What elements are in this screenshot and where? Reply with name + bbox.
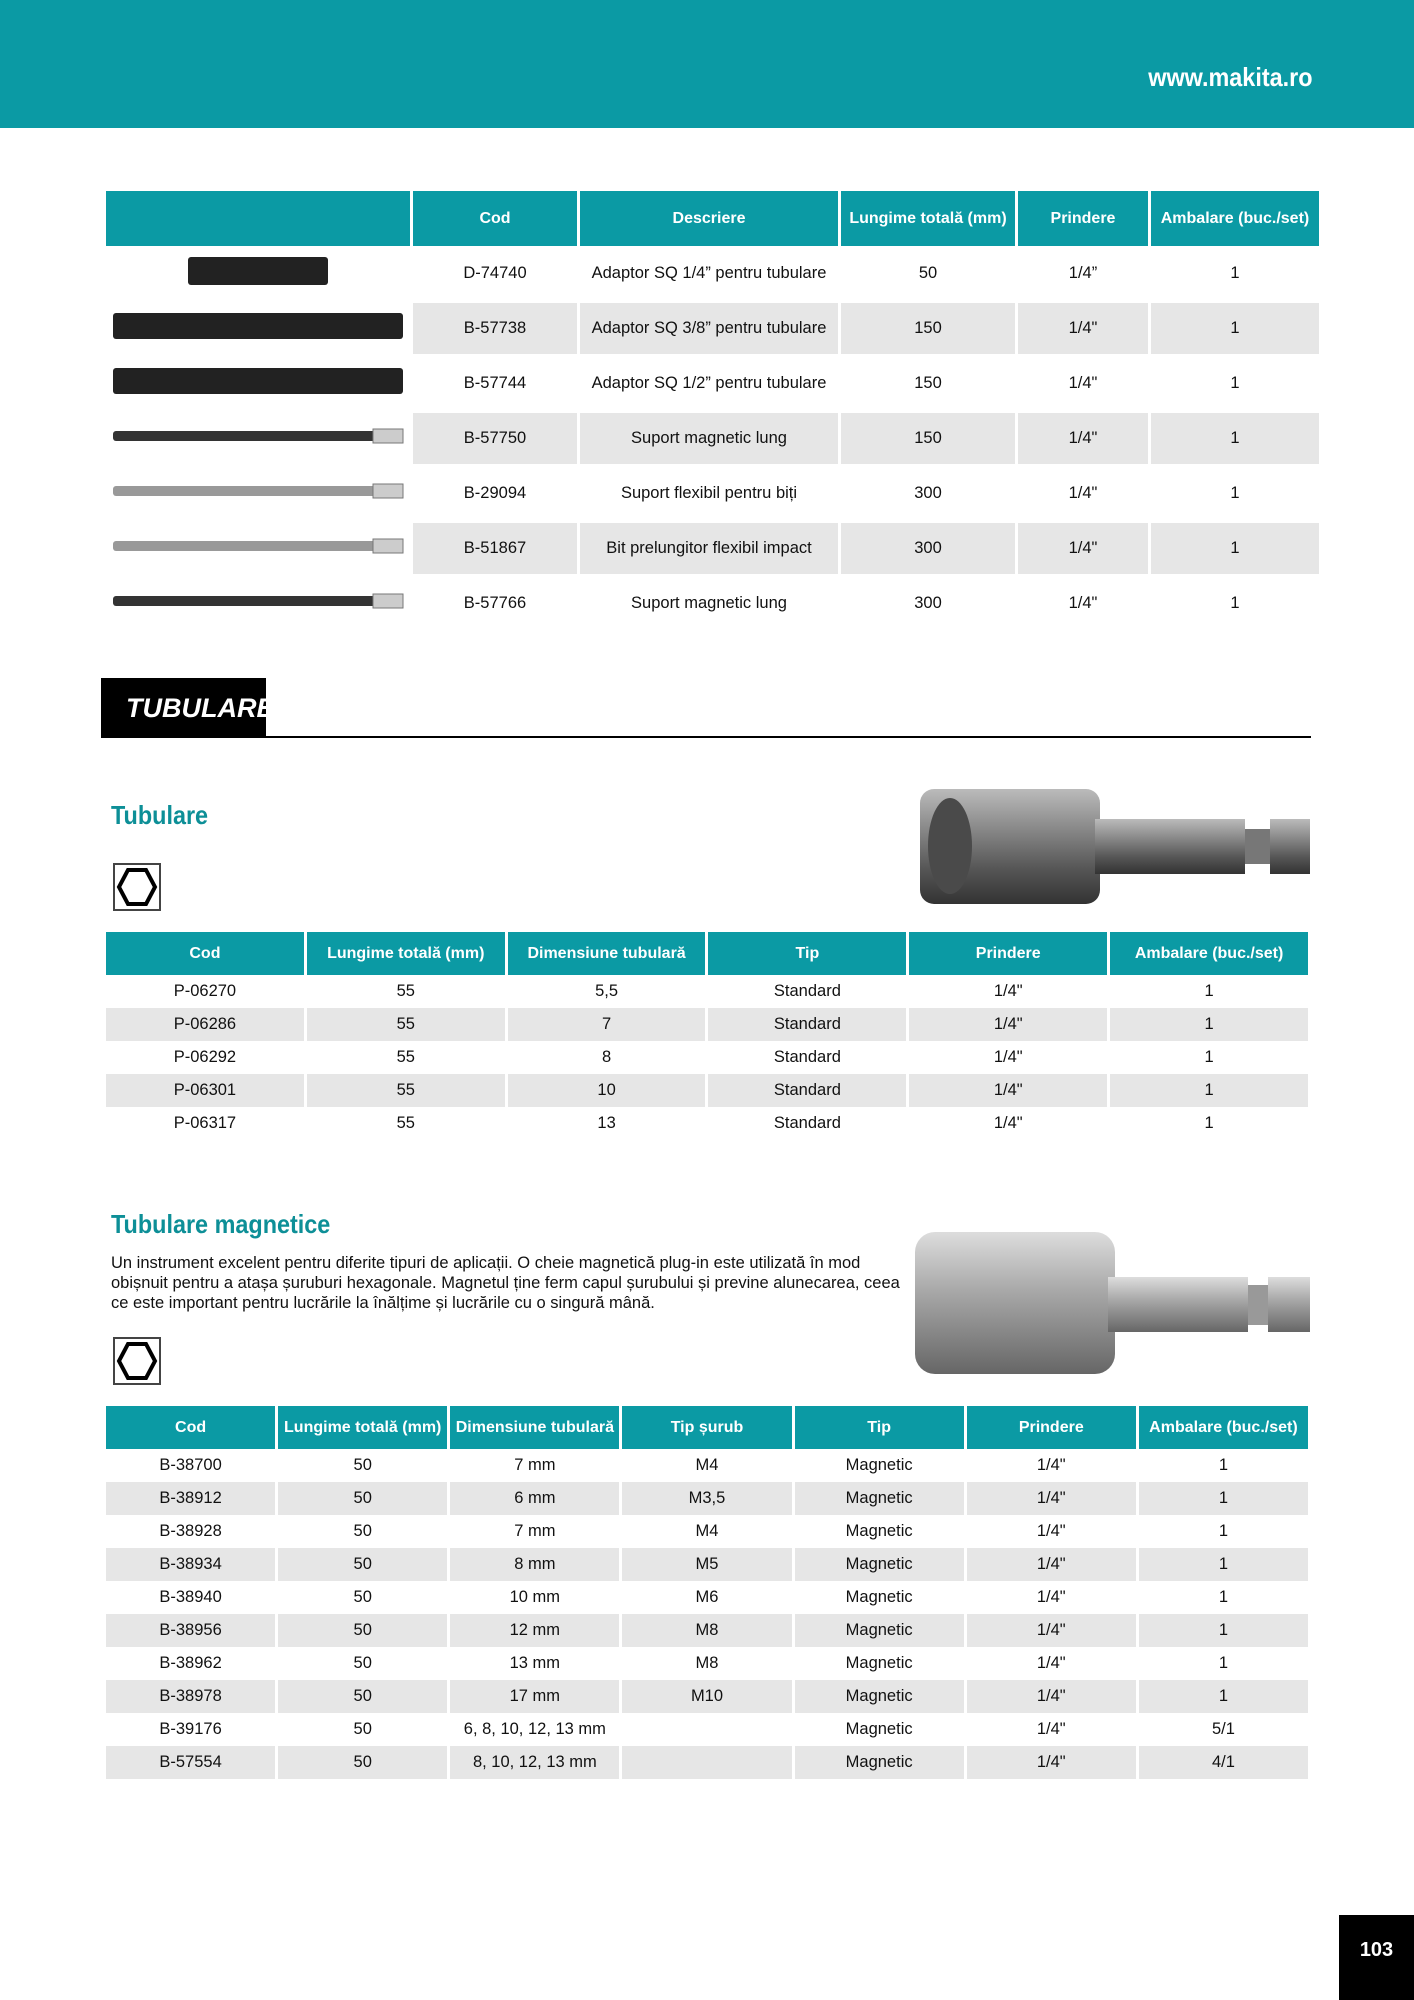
product-thumbnail <box>106 356 410 411</box>
table-cell: Magnetic <box>845 1720 913 1738</box>
table-cell: 1/4" <box>1018 301 1148 356</box>
table-cell: 1/4" <box>967 1548 1136 1581</box>
table-cell: 1 <box>1218 1654 1229 1672</box>
product-thumbnail <box>106 301 410 356</box>
column-header: Cod <box>106 1406 275 1449</box>
table-cell: M4 <box>695 1456 719 1474</box>
table-cell: 55 <box>307 1074 505 1107</box>
table-row <box>106 1713 1308 1746</box>
table-cell: 50 <box>278 1548 447 1581</box>
table-cell: 1 <box>1151 411 1319 466</box>
table-cell: 1/4" <box>993 982 1023 1000</box>
table-cell: 1/4" <box>1036 1456 1066 1474</box>
table-cell: 13 mm <box>509 1654 561 1672</box>
product-thumbnail <box>106 576 410 631</box>
hex-socket-icon <box>113 1337 161 1385</box>
table-cell: 1/4" <box>967 1482 1136 1515</box>
table-cell: P-06286 <box>106 1008 304 1041</box>
table-cell: P-06292 <box>173 1048 237 1066</box>
table-cell: 1/4" <box>1036 1720 1066 1738</box>
accessories-table <box>103 191 1322 631</box>
table-cell: 150 <box>841 356 1015 411</box>
table-cell: 7 <box>508 1008 706 1041</box>
table-cell: P-06317 <box>173 1114 237 1132</box>
column-header <box>106 191 410 246</box>
table-cell: Magnetic <box>795 1614 964 1647</box>
table-cell: 1 <box>1151 356 1319 411</box>
table-cell: B-38928 <box>159 1522 222 1540</box>
table-cell: 1/4" <box>1018 411 1148 466</box>
table-cell: Suport magnetic lung <box>580 411 838 466</box>
table-cell: 50 <box>353 1654 372 1672</box>
table-cell: M3,5 <box>622 1482 791 1515</box>
table-cell: 7 mm <box>514 1456 556 1474</box>
column-header: Lungime totală (mm) <box>278 1406 447 1449</box>
section-title-banner: TUBULARE <box>101 678 266 738</box>
table-cell: 150 <box>841 411 1015 466</box>
table-row <box>106 1746 1308 1779</box>
table-cell: 1 <box>1151 466 1319 521</box>
hex-socket-icon <box>113 863 161 911</box>
table-cell: 55 <box>396 1048 415 1066</box>
table-cell: P-06270 <box>173 982 237 1000</box>
table-cell: 50 <box>841 246 1015 301</box>
table-cell: Adaptor SQ 1/2” pentru tubulare <box>580 356 838 411</box>
table-cell: B-57738 <box>413 301 577 356</box>
table-cell: B-29094 <box>413 466 577 521</box>
table-cell: Standard <box>708 1008 906 1041</box>
table-cell: M10 <box>622 1680 791 1713</box>
table-row <box>106 301 1319 356</box>
table-cell: 1 <box>1218 1588 1229 1606</box>
table-cell: 150 <box>841 301 1015 356</box>
table-cell: P-06301 <box>106 1074 304 1107</box>
column-header: Lungime totală (mm) <box>841 191 1015 246</box>
table-cell: 1 <box>1151 521 1319 576</box>
column-header: Ambalare (buc./set) <box>1139 1406 1308 1449</box>
table-cell: Magnetic <box>845 1522 913 1540</box>
table-row <box>106 975 1308 1008</box>
product-thumbnail <box>106 411 410 466</box>
table-cell: 50 <box>353 1720 372 1738</box>
column-header: Cod <box>106 932 304 975</box>
table-cell: B-38978 <box>106 1680 275 1713</box>
column-header: Tip <box>795 1406 964 1449</box>
table-cell: 1 <box>1139 1614 1308 1647</box>
table-cell: B-38912 <box>106 1482 275 1515</box>
table-cell: Standard <box>773 1114 841 1132</box>
table-row <box>106 1548 1308 1581</box>
table-cell <box>622 1713 791 1746</box>
table-cell: 300 <box>841 576 1015 631</box>
table-cell: 50 <box>278 1746 447 1779</box>
table-cell: 1 <box>1218 1456 1229 1474</box>
column-header: Prindere <box>909 932 1107 975</box>
table-row <box>106 1614 1308 1647</box>
table-cell: 1 <box>1204 1114 1214 1132</box>
table-cell: Standard <box>773 982 841 1000</box>
table-cell: 1/4" <box>967 1746 1136 1779</box>
table-row <box>106 411 1319 466</box>
table-row <box>106 1041 1308 1074</box>
table-cell: M5 <box>622 1548 791 1581</box>
table-row <box>106 1581 1308 1614</box>
table-cell: B-57766 <box>413 576 577 631</box>
table-cell: 8, 10, 12, 13 mm <box>450 1746 619 1779</box>
table-cell: 8 mm <box>450 1548 619 1581</box>
table-cell: Magnetic <box>795 1746 964 1779</box>
tubulare-heading: Tubulare <box>111 800 209 830</box>
table-cell: 300 <box>841 521 1015 576</box>
table-cell: B-57750 <box>413 411 577 466</box>
page-number: 103 <box>1339 1915 1414 2000</box>
table-row <box>106 1449 1308 1482</box>
table-cell: 1 <box>1110 1074 1308 1107</box>
table-cell: 12 mm <box>450 1614 619 1647</box>
column-header: Lungime totală (mm) <box>307 932 505 975</box>
table-cell: B-38962 <box>159 1654 222 1672</box>
magnetice-table <box>103 1406 1311 1779</box>
table-cell: 1 <box>1139 1548 1308 1581</box>
table-cell <box>622 1746 791 1779</box>
table-cell: 1 <box>1151 576 1319 631</box>
table-cell: 1 <box>1204 1048 1214 1066</box>
table-cell: B-38700 <box>159 1456 222 1474</box>
table-cell: Magnetic <box>845 1456 913 1474</box>
table-cell: 8 <box>601 1048 612 1066</box>
socket-product-image <box>915 784 1315 909</box>
table-cell: Adaptor SQ 3/8” pentru tubulare <box>580 301 838 356</box>
table-cell: 1/4" <box>1036 1654 1066 1672</box>
table-cell: B-38934 <box>106 1548 275 1581</box>
table-cell: 1 <box>1139 1482 1308 1515</box>
table-cell: B-39176 <box>159 1720 222 1738</box>
table-row <box>106 1482 1308 1515</box>
table-cell: Magnetic <box>795 1548 964 1581</box>
table-cell: 1/4" <box>993 1048 1023 1066</box>
product-thumbnail <box>106 466 410 521</box>
column-header: Cod <box>413 191 577 246</box>
column-header: Tip șurub <box>622 1406 791 1449</box>
product-thumbnail <box>106 521 410 576</box>
table-cell: 1/4" <box>909 1008 1107 1041</box>
table-cell: 1 <box>1204 982 1214 1000</box>
table-cell: B-57554 <box>106 1746 275 1779</box>
table-cell: M4 <box>695 1522 719 1540</box>
table-cell: 6 mm <box>450 1482 619 1515</box>
table-cell: 50 <box>353 1588 372 1606</box>
section-divider <box>101 736 1311 738</box>
table-cell: 1/4" <box>1036 1588 1066 1606</box>
table-cell: 1/4" <box>993 1114 1023 1132</box>
table-cell: 1 <box>1151 246 1319 301</box>
table-cell: Magnetic <box>845 1588 913 1606</box>
table-cell: M6 <box>695 1588 719 1606</box>
tubulare-magnetice-heading: Tubulare magnetice <box>111 1209 331 1239</box>
table-row <box>106 1647 1308 1680</box>
table-cell: 6, 8, 10, 12, 13 mm <box>463 1720 606 1738</box>
table-cell: Magnetic <box>845 1654 913 1672</box>
table-cell: 5/1 <box>1211 1720 1235 1738</box>
column-header: Ambalare (buc./set) <box>1110 932 1308 975</box>
website-url[interactable]: www.makita.ro <box>1148 62 1313 92</box>
column-header: Ambalare (buc./set) <box>1151 191 1319 246</box>
table-cell: 1 <box>1139 1680 1308 1713</box>
column-header: Tip <box>708 932 906 975</box>
magnetice-description: Un instrument excelent pentru diferite tipuri de aplicații. O cheie magnetică plug-in este utilizată în mod obișnuit pentru a atașa șuruburi hexagonale. Magnetul ține ferm capul șurubului și previne alunecarea, ceea ce este important pentru lucrările la înălțime și lucrările cu o singură mână. <box>111 1254 900 1312</box>
table-cell: 55 <box>396 982 415 1000</box>
table-cell: Magnetic <box>795 1680 964 1713</box>
table-cell: Standard <box>708 1074 906 1107</box>
table-cell: 1/4" <box>909 1074 1107 1107</box>
table-cell: 55 <box>396 1114 415 1132</box>
table-cell: 7 mm <box>514 1522 556 1540</box>
table-row <box>106 1515 1308 1548</box>
table-cell: 55 <box>307 1008 505 1041</box>
column-header: Dimensiune tubulară <box>508 932 706 975</box>
table-row <box>106 1107 1308 1140</box>
table-row <box>106 1680 1308 1713</box>
table-cell: M8 <box>622 1614 791 1647</box>
table-cell: 4/1 <box>1139 1746 1308 1779</box>
table-cell: 1 <box>1151 301 1319 356</box>
table-cell: 1/4" <box>1018 356 1148 411</box>
table-cell: 1/4" <box>1036 1522 1066 1540</box>
table-cell: B-51867 <box>413 521 577 576</box>
table-cell: Suport flexibil pentru biți <box>580 466 838 521</box>
table-cell: 50 <box>278 1482 447 1515</box>
table-cell: 1/4" <box>1018 521 1148 576</box>
product-thumbnail <box>106 246 410 301</box>
table-cell: 13 <box>597 1114 616 1132</box>
table-cell: B-38956 <box>106 1614 275 1647</box>
table-cell: 300 <box>841 466 1015 521</box>
table-cell: 1/4” <box>1018 246 1148 301</box>
table-cell: B-38940 <box>159 1588 222 1606</box>
table-cell: 10 mm <box>509 1588 561 1606</box>
table-cell: 50 <box>353 1522 372 1540</box>
table-cell: 50 <box>278 1680 447 1713</box>
table-cell: 1/4" <box>1018 466 1148 521</box>
table-row <box>106 576 1319 631</box>
table-cell: Standard <box>773 1048 841 1066</box>
table-cell: 10 <box>508 1074 706 1107</box>
table-row <box>106 466 1319 521</box>
column-header: Prindere <box>967 1406 1136 1449</box>
table-row <box>106 356 1319 411</box>
table-cell: 17 mm <box>450 1680 619 1713</box>
table-cell: Magnetic <box>795 1482 964 1515</box>
table-cell: B-57744 <box>413 356 577 411</box>
table-cell: Suport magnetic lung <box>580 576 838 631</box>
table-cell: 50 <box>353 1456 372 1474</box>
table-cell: Adaptor SQ 1/4” pentru tubulare <box>580 246 838 301</box>
table-cell: 1/4" <box>967 1614 1136 1647</box>
table-row <box>106 521 1319 576</box>
table-cell: 50 <box>278 1614 447 1647</box>
table-row <box>106 1008 1308 1041</box>
tubulare-table <box>103 932 1311 1140</box>
table-cell: 1 <box>1110 1008 1308 1041</box>
column-header: Dimensiune tubulară <box>450 1406 619 1449</box>
table-cell: 5,5 <box>595 982 619 1000</box>
table-cell: 1/4" <box>967 1680 1136 1713</box>
table-row <box>106 1074 1308 1107</box>
table-cell: 1/4" <box>1018 576 1148 631</box>
magnetic-socket-product-image <box>913 1227 1313 1379</box>
table-row <box>106 246 1319 301</box>
table-cell: D-74740 <box>413 246 577 301</box>
column-header: Descriere <box>580 191 838 246</box>
table-cell: M8 <box>695 1654 719 1672</box>
column-header: Prindere <box>1018 191 1148 246</box>
table-cell: Bit prelungitor flexibil impact <box>580 521 838 576</box>
table-cell: 1 <box>1218 1522 1229 1540</box>
